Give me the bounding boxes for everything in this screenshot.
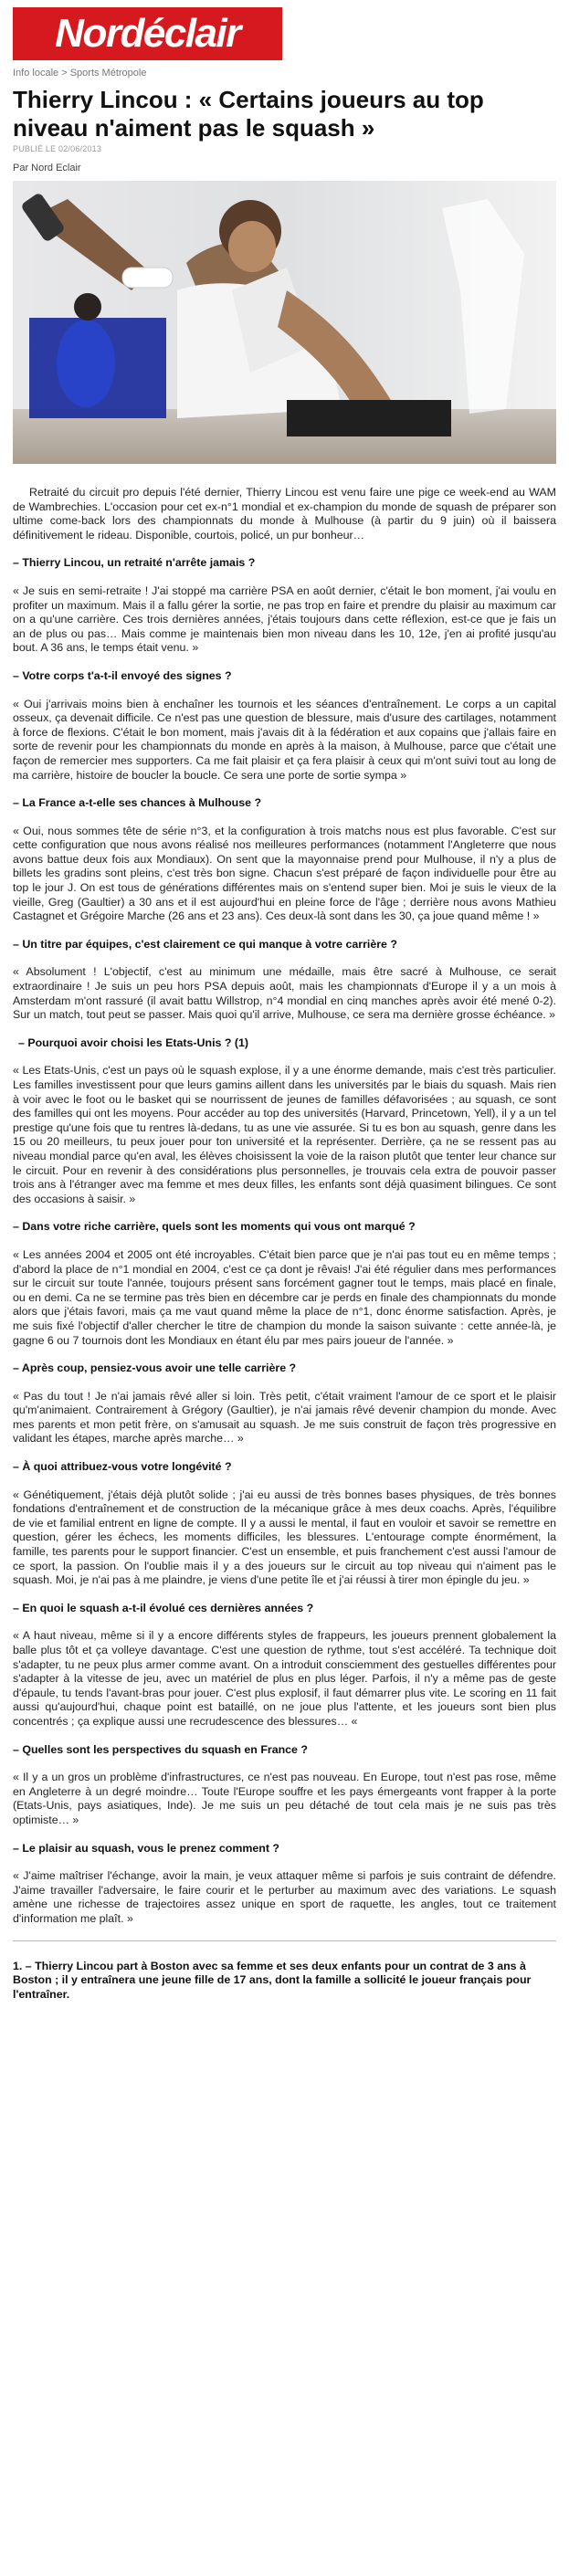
footnote: 1. – Thierry Lincou part à Boston avec sa femme et ses deux enfants pour un contrat de 3 ans à Boston ; il y entraînera une jeune fille de 17 ans, dont la famille a sollicité le joueur français pour l'entraîner. <box>13 1959 532 2001</box>
answer: « Il y a un gros un problème d'infrastructures, ce n'est pas nouveau. En Europe, tout n'est pas rose, même en Angleterre à un degré moindre… Toute l'Europe souffre et les pays émergeants vont frapper à la porte (Etats-Unis, pays asiatiques, Inde). Je me suis un peu détaché de tout cela mais je ne suis pas très optimiste… » <box>13 1771 556 1826</box>
question: – En quoi le squash a-t-il évolué ces dernières années ? <box>13 1601 314 1614</box>
publish-date: PUBLIÉ LE 02/06/2013 <box>13 144 102 153</box>
answer: « Oui, nous sommes tête de série n°3, et la configuration à trois matchs nous est plus favorable. C'est sur cette configuration que nous avons réalisé nos meilleures performances (notamment l'Angleterre que nous avons battue deux fois aux Mondiaux). On sent que la mayonnaise prend pour Mulhouse, il n'y a plus de billets les gradins sont pleins, c'est très bon signe. Chacun s'est préparé de façon individuelle pour être au top le jour J. On est tous de générations différentes mais on s'entend super bien. Moi je suis le vieux de la vieille, Greg (Gaultier) a 30 ans et il est aujourd'hui en pleine force de l'âge ; derrière nous avons Mathieu Castagnet et Grégoire Marche (26 ans et 23 ans). Ces deux-là sont dans les 30, ça joue quand même ! » <box>13 824 556 923</box>
question: – Pourquoi avoir choisi les Etats-Unis ? (1) <box>18 1036 248 1049</box>
question: – À quoi attribuez-vous votre longévité ? <box>13 1460 232 1474</box>
site-logo[interactable] <box>13 7 282 60</box>
question: – Le plaisir au squash, vous le prenez comment ? <box>13 1841 279 1855</box>
divider <box>13 1940 556 1941</box>
article-body <box>13 486 556 2002</box>
answer: « Je suis en semi-retraite ! J'ai stoppé ma carrière PSA en août dernier, c'était le bon moment, j'ai voulu en profiter un maximum. Mais il a fallu gérer la sortie, ne pas trop en faire et prendre du plaisir au maximum car on a qu'une carrière. Ces trois dernières années, j'étais toujours dans cette réflexion, est-ce que je fais un an de plus ou pas… Mais comme je maintenais bien mon niveau dans les 10, 12e, j'en ai profité jusqu'au bout. A 36 ans, le temps était venu. » <box>13 584 556 655</box>
question: – La France a-t-elle ses chances à Mulhouse ? <box>13 796 262 810</box>
answer: « Absolument ! L'objectif, c'est au minimum une médaille, mais être sacré à Mulhouse, ce serait extraordinaire ! Je suis un peu hors PSA depuis août, mais les championnats d'Europe il y a un mois à Amsterdam m'ont rassuré (il avait battu Willstrop, n°4 mondial en cinq manches après avoir été mené 0-2). Sur un match, tout peut se passer. Mais quoi qu'il arrive, Mulhouse, ce sera ma dernière grosse échéance. » <box>13 965 556 1022</box>
squash-player-illustration <box>13 181 556 464</box>
article-photo <box>13 181 556 464</box>
answer: « J'aime maîtriser l'échange, avoir la main, je veux attaquer même si parfois je suis contraint de défendre. J'aime travailler l'adversaire, le faire courir et le perturber au maximum avec des variations. Le squash amène une richesse de trajectoires assez unique en sport de raquette, les angles, tout ce traitement d'information me plaît. » <box>13 1869 556 1925</box>
byline: Par Nord Eclair <box>13 163 81 173</box>
question: – Quelles sont les perspectives du squash en France ? <box>13 1742 308 1756</box>
page <box>0 7 569 2576</box>
question: – Un titre par équipes, c'est clairement ce qui manque à votre carrière ? <box>13 937 397 951</box>
question: – Thierry Lincou, un retraité n'arrête jamais ? <box>13 556 256 570</box>
answer: « Génétiquement, j'étais déjà plutôt solide ; j'ai eu aussi de très bonnes bases physiques, de très bonnes fondations d'entraînement et de construction de la mécanique grâce à mes deux coachs. Après, l'équilibre de vie et familial entrent en ligne de compte. Il y a aussi le mental, il faut en vouloir et savoir se remettre en question, gérer les échecs, les moments difficiles, les blessures. L'entourage compte énormément, la famille, tes parents pour le support financier. C'est un ensemble, et puis franchement c'est aussi l'amour de ce sport, la passion. On l'oublie mais il y a des joueurs sur le circuit au top niveau qui n'aiment pas le squash. Moi, je n'ai pas à me plaindre, je viens d'une petite île et j'ai réussi à tirer mon épingle du jeu. » <box>13 1488 556 1587</box>
question: – Dans votre riche carrière, quels sont les moments qui vous ont marqué ? <box>13 1220 416 1234</box>
breadcrumb <box>13 68 556 79</box>
breadcrumb-info-locale[interactable]: Info locale <box>13 68 59 79</box>
answer: « Pas du tout ! Je n'ai jamais rêvé aller si loin. Très petit, c'était vraiment l'amour de ce sport et le plaisir qu'm'animaient. Contrairement à Grégory (Gaultier), je n'ai jamais rêvé devenir champion du monde. Avec mes parents et mon petit frère, on s'amusait au squash. Je me suis construit de façon très progressive en validant les étapes, marche après marche… » <box>13 1389 556 1446</box>
answer: « Oui j'arrivais moins bien à enchaîner les tournois et les séances d'entraînement. Le corps a un capital osseux, ça devenait difficile. Ce n'est pas une question de blessure, mais d'usure des cartilages, notamment à force de flexions. C'était le bon moment, mais j'avais dit à la fédération et aux copains que j'allais faire en sorte de revenir pour les championnats du monde en après à la maison, à Mulhouse, parce que c'était une façon de remercier mes supporters. Ca me fait plaisir et ça fera plaisir à ceux qui m'ont suivi tout au long de ma carrière, histoire de boucler la boucle. Ce sera une porte de sortie sympa » <box>13 697 556 782</box>
article-lead: Retraité du circuit pro depuis l'été dernier, Thierry Lincou est venu faire une pige ce week-end au WAM de Wambrechies. L'occasion pour cet ex-n°1 mondial et ex-champion du monde de squash de préparer son ultime come-back lors des championnats du monde à Mulhouse (à partir du 9 juin) où il baissera définitivement le rideau. Disponible, courtois, policé, un pur bonheur… <box>13 486 556 541</box>
question: – Après coup, pensiez-vous avoir une telle carrière ? <box>13 1362 297 1375</box>
breadcrumb-separator: > <box>58 68 70 79</box>
answer: « Les Etats-Unis, c'est un pays où le squash explose, il y a une énorme demande, mais c'est très particulier. Les familles investissent pour que leurs gamins aillent dans les universités par le biais du squash. Mais rien à voir avec le foot ou le basket qui se nourrissent de jeunes de familles défavorisées ; au squash, ce sont des familles qui ont les moyens. Pour accéder au top des universités (Harvard, Princetown, Yell), il y a un tel prestige qu'une fois que tu rentres là-dedans, tu as une vie assurée. Si tu es bon au squash, genre dans les 15 ou 20 meilleurs, tu peux jouer pour ton université et la représenter. Derrière, ça ne se ressent pas au niveau mondial parce qu'en aval, les élèves choisissent la voie de la raison plutôt que tenter leur chance sur le circuit. Pour en revenir à des considérations plus personnelles, je trouvais cela extra de pouvoir passer trois ans à l'étranger avec ma femme et mes deux filles, les enfants sont déjà quasiment bilingues. Ce sont des occasions à saisir. » <box>13 1064 556 1205</box>
question: – Votre corps t'a-t-il envoyé des signes ? <box>13 668 232 682</box>
breadcrumb-sports-metropole[interactable]: Sports Métropole <box>69 68 147 79</box>
answer: « Les années 2004 et 2005 ont été incroyables. C'était bien parce que je n'ai pas tout eu en même temps ; d'abord la place de n°1 mondial en 2004, c'est ce ça dont je rêvais! J'ai été régulier dans mes performances sur le circuit sur toute l'année, toujours présent sans forcément gagner tout le temps, mais placé en finale, ou en demi. Ca ne se termine pas très bien en décembre car je perds en finale des championnats du monde alors que j'étais favori, mais ça me vaut quand même la place de n°1, donc énorme satisfaction. Après, je me suis fixé l'objectif d'aller chercher le titre de champion du monde la saison suivante : cette année-là, je gagne 6 ou 7 tournois dont les Mondiaux en étant élu par mes pairs joueur de l'année. » <box>13 1247 556 1347</box>
answer: « A haut niveau, même si il y a encore différents styles de frappeurs, les joueurs prennent globalement la balle plus tôt et ça volleye davantage. C'est une question de rythme, tout s'est accéléré. Ta technique doit s'adapter, tu ne peux plus armer comme avant. On a introduit consciemment des gestuelles différentes pour s'adapter à la vitesse de jeu, avec un matériel de plus en plus léger. Parfois, il n'y a même pas de geste d'épaule, tu tends l'avant-bras pour jouer. C'est plus explosif, il faut démarrer plus vite. Le scoring en 11 fait aussi qu'aujourd'hui, chaque point est bataillé, on ne joue plus l'attente, et les joueurs sont bien plus concentrés ; ça explique aussi une recrudescence des blessures… « <box>13 1629 556 1728</box>
logo-text: Nordéclair <box>55 11 240 56</box>
article-title: Thierry Lincou : « Certains joueurs au top niveau n'aiment pas le squash » <box>13 86 484 142</box>
